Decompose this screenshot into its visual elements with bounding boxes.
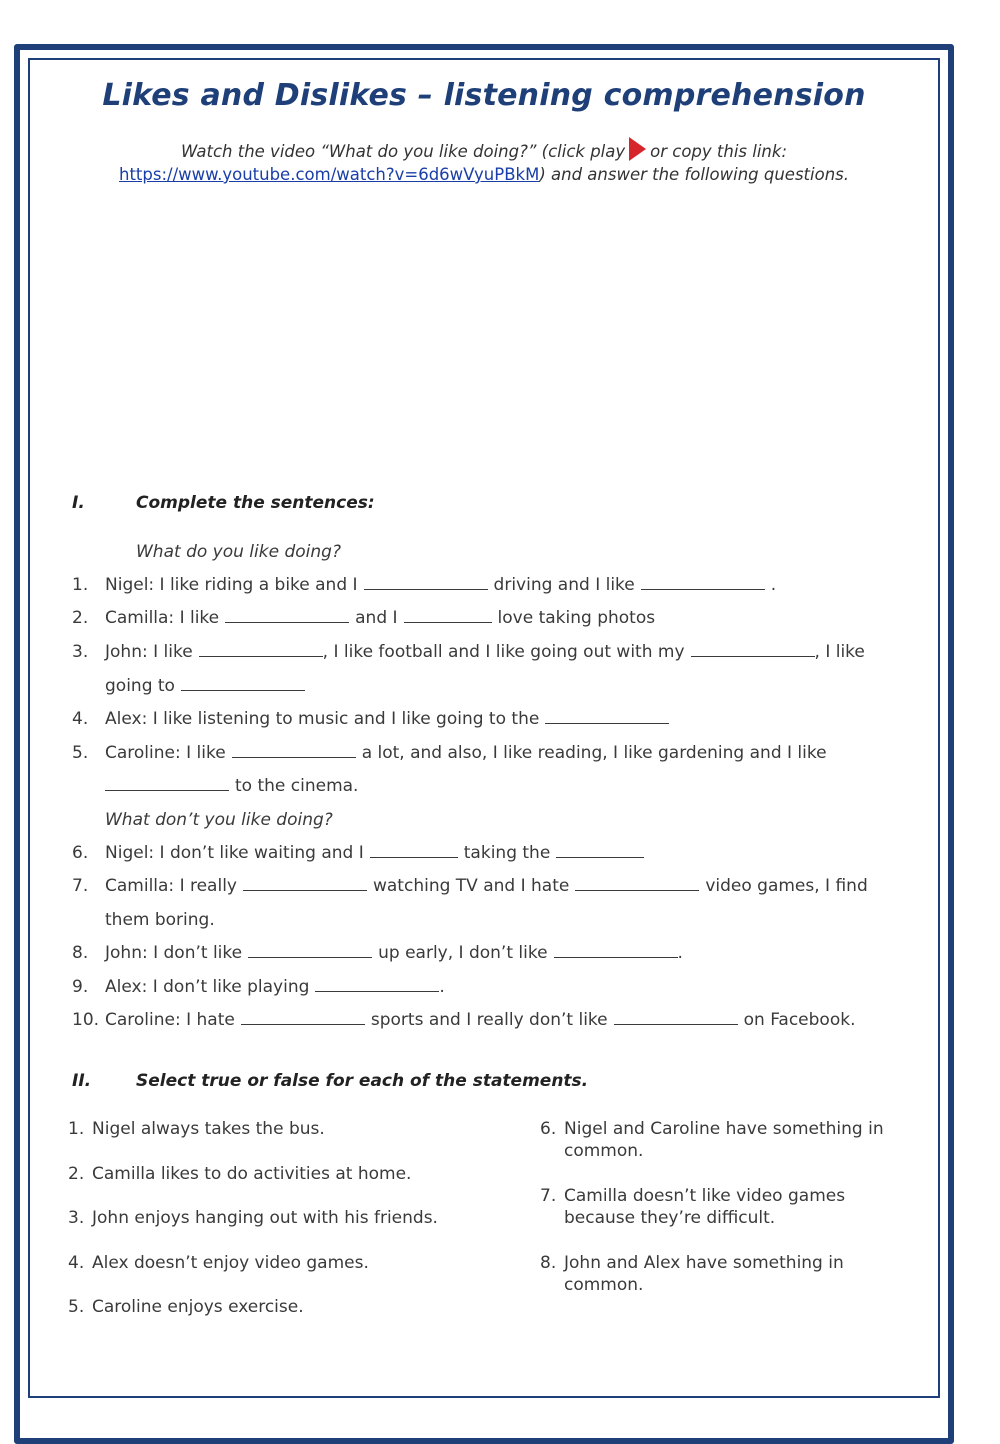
statement-1[interactable] [68, 1118, 325, 1140]
item-number: 8. [540, 1253, 557, 1273]
item-number: 5. [72, 743, 89, 763]
intro-text [0, 137, 968, 186]
section-2-heading [72, 1071, 588, 1091]
item-number: 4. [72, 709, 89, 729]
item-number: 2. [68, 1164, 85, 1184]
sentence-7-continued [105, 910, 215, 930]
statement-text: Alex doesn’t enjoy video games. [92, 1253, 369, 1273]
item-number: 9. [72, 977, 89, 997]
blank-field[interactable] [545, 709, 669, 724]
blank-field[interactable] [225, 608, 349, 623]
sentence-3 [72, 642, 865, 662]
sentence-text: Caroline: I hate [105, 1010, 235, 1030]
item-number: 7. [540, 1186, 557, 1206]
statement-6[interactable] [540, 1118, 884, 1162]
blank-field[interactable] [641, 575, 765, 590]
item-number: 2. [72, 608, 89, 628]
blank-field[interactable] [243, 876, 367, 891]
statement-text: Nigel and Caroline have something in [564, 1119, 884, 1139]
statement-text: Camilla doesn’t like video games [564, 1186, 846, 1206]
sentence-text: up early, I don’t like [378, 943, 548, 963]
item-number: 6. [72, 843, 89, 863]
sentence-text: Alex: I like listening to music and I like going to the [105, 709, 540, 729]
blank-field[interactable] [575, 876, 699, 891]
intro-line1-before: Watch the video “What do you like doing?” (click play [180, 142, 626, 161]
sentence-text: . [770, 575, 777, 595]
item-number: 7. [72, 876, 89, 896]
statement-3[interactable] [68, 1207, 438, 1229]
sentence-5 [72, 743, 827, 763]
blank-field[interactable] [232, 743, 356, 758]
page-title: Likes and Dislikes – listening comprehension [102, 78, 866, 113]
statement-4[interactable] [68, 1252, 369, 1274]
sentence-6 [72, 843, 650, 863]
section-1-number: I. [72, 493, 85, 513]
sentence-text: Alex: I don’t like playing [105, 977, 310, 997]
sentence-text: them boring. [105, 910, 215, 930]
blank-field[interactable] [614, 1010, 738, 1025]
sentence-text: . [677, 943, 683, 963]
blank-field[interactable] [241, 1010, 365, 1025]
item-number: 1. [68, 1119, 85, 1139]
sentence-text: Nigel: I don’t like waiting and I [105, 843, 364, 863]
sentence-3-continued [105, 676, 311, 696]
blank-field[interactable] [248, 943, 372, 958]
statement-text: because they’re difficult. [564, 1208, 776, 1228]
intro-line1-after: or copy this link: [650, 142, 788, 161]
statement-8[interactable] [540, 1252, 844, 1296]
sentence-2 [72, 608, 655, 628]
sentence-text: love taking photos [497, 608, 656, 628]
sentence-text: a lot, and also, I like reading, I like gardening and I like [361, 743, 827, 763]
sentence-text: driving and I like [493, 575, 635, 595]
sentence-text: , I like football and I like going out with my [322, 642, 685, 662]
sentence-text: . [439, 977, 445, 997]
sentence-9 [72, 977, 445, 997]
statement-text: Nigel always takes the bus. [92, 1119, 325, 1139]
sentence-text: and I [355, 608, 398, 628]
item-number: 5. [68, 1297, 85, 1317]
statement-7[interactable] [540, 1185, 845, 1229]
statement-text: Caroline enjoys exercise. [92, 1297, 304, 1317]
item-number: 3. [68, 1208, 85, 1228]
sentence-5-continued [105, 776, 358, 796]
statement-text: Camilla likes to do activities at home. [92, 1164, 412, 1184]
blank-field[interactable] [364, 575, 488, 590]
intro-line2-after: ) and answer the following questions. [539, 165, 849, 184]
section-2-title: Select true or false for each of the statements. [136, 1071, 589, 1091]
sentence-text: John: I like [105, 642, 193, 662]
statement-2[interactable] [68, 1163, 411, 1185]
statement-text: common. [564, 1141, 644, 1161]
item-number: 10. [72, 1010, 100, 1030]
sentence-10 [72, 1010, 856, 1030]
section-1-title: Complete the sentences: [136, 493, 375, 513]
blank-field[interactable] [199, 642, 323, 657]
play-icon[interactable] [629, 137, 646, 161]
sentence-4 [72, 709, 675, 729]
subhead-dislikes: What don’t you like doing? [105, 810, 333, 830]
sentence-1 [72, 575, 776, 595]
sentence-text: going to [105, 676, 175, 696]
item-number: 3. [72, 642, 89, 662]
blank-field[interactable] [556, 843, 644, 858]
statement-text: John enjoys hanging out with his friends. [92, 1208, 438, 1228]
statement-text: John and Alex have something in [564, 1253, 844, 1273]
item-number: 6. [540, 1119, 557, 1139]
sentence-8 [72, 943, 683, 963]
statement-text: common. [564, 1275, 644, 1295]
sentence-text: , I like [814, 642, 865, 662]
sentence-text: Camilla: I like [105, 608, 220, 628]
blank-field[interactable] [105, 776, 229, 791]
sentence-text: video games, I find [705, 876, 868, 896]
sentence-text: on Facebook. [743, 1010, 856, 1030]
sentence-text: John: I don’t like [105, 943, 243, 963]
blank-field[interactable] [404, 608, 492, 623]
video-link[interactable]: https://www.youtube.com/watch?v=6d6wVyuPBkM [118, 165, 540, 184]
blank-field[interactable] [370, 843, 458, 858]
sentence-text: Caroline: I like [105, 743, 226, 763]
section-1-heading [72, 493, 375, 513]
sentence-text: taking the [463, 843, 551, 863]
sentence-text: Nigel: I like riding a bike and I [105, 575, 358, 595]
section-2-number: II. [72, 1071, 92, 1091]
sentence-text: Camilla: I really [105, 876, 237, 896]
item-number: 8. [72, 943, 89, 963]
blank-field[interactable] [554, 943, 678, 958]
subhead-likes: What do you like doing? [136, 542, 341, 562]
item-number: 1. [72, 575, 89, 595]
item-number: 4. [68, 1253, 85, 1273]
sentence-text: sports and I really don’t like [370, 1010, 608, 1030]
sentence-7 [72, 876, 868, 896]
blank-field[interactable] [181, 676, 305, 691]
statement-5[interactable] [68, 1296, 304, 1318]
blank-field[interactable] [691, 642, 815, 657]
blank-field[interactable] [315, 977, 439, 992]
sentence-text: watching TV and I hate [372, 876, 570, 896]
sentence-text: to the cinema. [235, 776, 359, 796]
